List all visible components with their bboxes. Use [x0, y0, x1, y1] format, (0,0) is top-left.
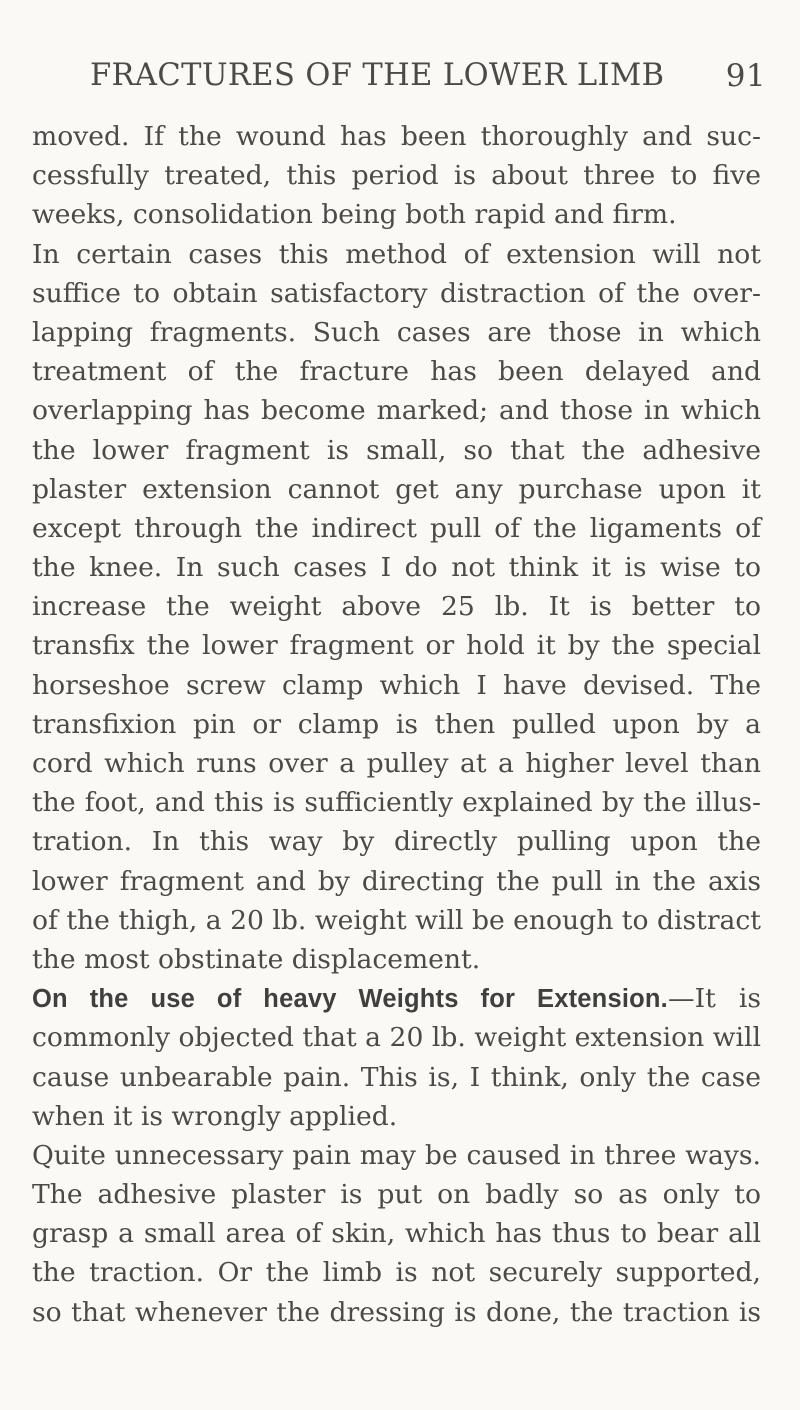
text-line: cessfully treated, this period is about three to five: [32, 160, 761, 192]
text-line: of the thigh, a 20 lb. weight will be enough to distract: [32, 904, 761, 936]
section-lead-in: —It is: [667, 983, 761, 1015]
running-head-title: FRACTURES OF THE LOWER LIMB: [90, 58, 665, 93]
text-line: treatment of the fracture has been delayed and: [32, 356, 761, 388]
text-line: The adhesive plaster is put on badly so as only to: [32, 1179, 761, 1211]
text-line: the knee. In such cases I do not think it is wise to: [32, 552, 761, 584]
text-line: plaster extension cannot get any purchase upon it: [32, 473, 761, 505]
text-line: lapping fragments. Such cases are those in which: [32, 316, 761, 348]
text-line: Quite unnecessary pain may be caused in three ways.: [32, 1139, 761, 1171]
text-line: commonly objected that a 20 lb. weight extension will: [32, 1022, 761, 1054]
text-line: the lower fragment is small, so that the adhesive: [32, 434, 761, 466]
text-line: suffice to obtain satisfactory distraction of the over-: [32, 277, 761, 309]
text-line: horseshoe screw clamp which I have devised. The: [32, 669, 761, 701]
text-line: so that whenever the dressing is done, the traction is: [32, 1296, 761, 1328]
section-heading-line: [32, 979, 761, 1018]
text-line: weeks, consolidation being both rapid and firm.: [32, 199, 677, 231]
running-head: [0, 52, 800, 102]
text-line: except through the indirect pull of the ligaments of: [32, 512, 761, 544]
body-text: [32, 117, 761, 1332]
text-line: moved. If the wound has been thoroughly and suc-: [32, 121, 761, 152]
text-line: the traction. Or the limb is not securely supported,: [32, 1257, 761, 1289]
text-line: transfix the lower fragment or hold it by the special: [32, 630, 761, 662]
text-line: when it is wrongly applied.: [32, 1100, 398, 1132]
text-line: the most obstinate displacement.: [32, 943, 481, 975]
text-line: transfixion pin or clamp is then pulled upon by a: [32, 708, 761, 740]
text-line: overlapping has become marked; and those in which: [32, 395, 761, 427]
text-line: In certain cases this method of extension will not: [32, 238, 761, 270]
text-line: cord which runs over a pulley at a higher level than: [32, 748, 761, 779]
page-number: 91: [725, 58, 766, 94]
text-line: the foot, and this is sufficiently explained by the illus-: [32, 787, 761, 819]
text-line: increase the weight above 25 lb. It is better to: [32, 591, 761, 623]
text-line: lower fragment and by directing the pull in the axis: [32, 865, 761, 897]
text-line: cause unbearable pain. This is, I think, only the case: [32, 1061, 761, 1093]
text-line: tration. In this way by directly pulling upon the: [32, 826, 761, 858]
section-heading: On the use of heavy Weights for Extension.: [32, 985, 668, 1014]
text-line: grasp a small area of skin, which has thus to bear all: [32, 1218, 761, 1250]
